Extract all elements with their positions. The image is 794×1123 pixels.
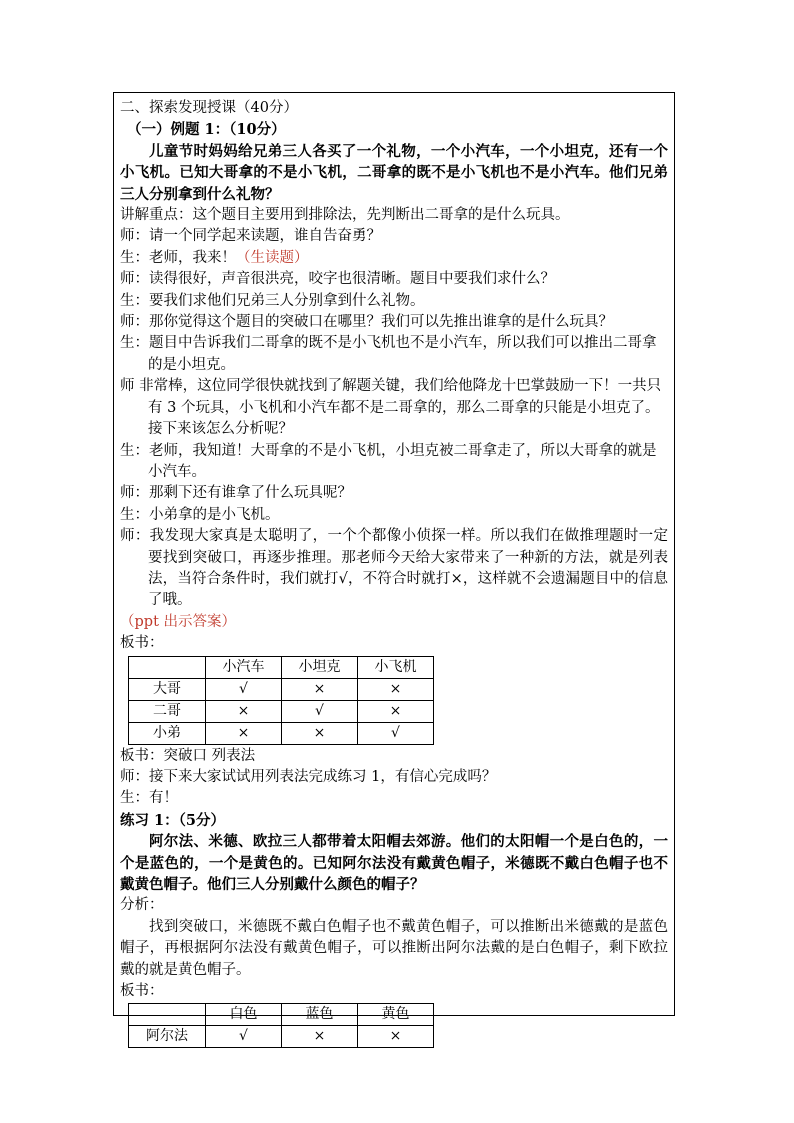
board-label: 板书： bbox=[120, 983, 164, 1000]
dialogue-line: 师：接下来大家试试用列表法完成练习 1，有信心完成吗？ bbox=[120, 768, 497, 785]
table-header-cell: 小飞机 bbox=[358, 656, 434, 678]
table-row bbox=[129, 700, 434, 722]
table-cell: √ bbox=[206, 1026, 282, 1048]
dialogue-line: 师：我发现大家真是太聪明了，一个个都像小侦探一样。所以我们在做推理题时一定要找到突破口，再逐步推理。那老师今天给大家带来了一种新的方法，就是列表法，当符合条件时，我们就打√，不符合时就打×，这样就不会遗漏题目中的信息了哦。 bbox=[120, 528, 668, 609]
table-cell: × bbox=[282, 678, 358, 700]
table-cell: 小弟 bbox=[129, 722, 206, 744]
dialogue-line: 生：有！ bbox=[120, 790, 178, 807]
dialogue-line bbox=[120, 248, 668, 269]
table-row bbox=[129, 722, 434, 744]
key-point: 讲解重点：这个题目主要用到排除法，先判断出二哥拿的是什么玩具。 bbox=[120, 207, 570, 224]
dialogue-line: 师：请一个同学起来读题，谁自告奋勇？ bbox=[120, 228, 381, 245]
table-cell: 二哥 bbox=[129, 700, 206, 722]
table-cell bbox=[129, 1004, 206, 1026]
table-cell: √ bbox=[282, 700, 358, 722]
table-row bbox=[129, 678, 434, 700]
practice-board-table bbox=[128, 1003, 434, 1048]
table-header-row bbox=[129, 656, 434, 678]
analysis-text: 找到突破口，米德既不戴白色帽子也不戴黄色帽子，可以推断出米德戴的是蓝色帽子，再根据阿尔法没有戴黄色帽子，可以推断出阿尔法戴的是白色帽子，剩下欧拉戴的就是黄色帽子。 bbox=[120, 918, 668, 978]
table-cell: × bbox=[358, 678, 434, 700]
example-heading: （一）例题 1：（10分） bbox=[127, 121, 286, 139]
board-label: 板书： bbox=[120, 635, 164, 652]
table-header-cell: 白色 bbox=[206, 1004, 282, 1026]
table-cell bbox=[129, 656, 206, 678]
table-cell: × bbox=[358, 1026, 434, 1048]
table-cell: × bbox=[206, 722, 282, 744]
table-cell: 阿尔法 bbox=[129, 1026, 206, 1048]
practice-heading: 练习 1：（5分） bbox=[120, 811, 225, 829]
practice-problem: 阿尔法、米德、欧拉三人都带着太阳帽去郊游。他们的太阳帽一个是白色的，一个是蓝色的，一个是黄色的。已知阿尔法没有戴黄色帽子，米德既不戴白色帽子也不戴黄色帽子。他们三人分别戴什么颜色的帽子？ bbox=[120, 833, 668, 893]
analysis-label: 分析： bbox=[120, 897, 164, 914]
table-header-cell: 小坦克 bbox=[282, 656, 358, 678]
dialogue-line: 师 非常棒，这位同学很快就找到了解题关键，我们给他降龙十巴掌鼓励一下！一共只有 3 个玩具，小飞机和小汽车都不是二哥拿的，那么二哥拿的只能是小坦克了。接下来该怎么分析呢？ bbox=[120, 378, 662, 438]
table-header-row bbox=[129, 1004, 434, 1026]
table-cell: × bbox=[358, 700, 434, 722]
table-header-cell: 蓝色 bbox=[282, 1004, 358, 1026]
table-header-cell: 黄色 bbox=[358, 1004, 434, 1026]
dialogue-line: 生：要我们求他们兄弟三人分别拿到什么礼物。 bbox=[120, 292, 425, 309]
table-cell: √ bbox=[358, 722, 434, 744]
dialogue-line: 生：小弟拿的是小飞机。 bbox=[120, 506, 280, 523]
dialogue-line: 师：那剩下还有谁拿了什么玩具呢？ bbox=[120, 485, 352, 502]
table-cell: 大哥 bbox=[129, 678, 206, 700]
table-header-cell: 小汽车 bbox=[206, 656, 282, 678]
table-row bbox=[129, 1026, 434, 1048]
table-cell: √ bbox=[206, 678, 282, 700]
dialogue-line: 师：那你觉得这个题目的突破口在哪里？我们可以先推出谁拿的是什么玩具？ bbox=[120, 314, 613, 331]
board-summary: 板书：突破口 列表法 bbox=[120, 747, 256, 764]
dialogue-text: 生：老师，我来！ bbox=[120, 249, 236, 266]
dialogue-line: 生：题目中告诉我们二哥拿的既不是小飞机也不是小汽车，所以我们可以推出二哥拿的是小坦克。 bbox=[120, 335, 657, 373]
table-cell: × bbox=[206, 700, 282, 722]
table-cell: × bbox=[282, 722, 358, 744]
table-cell: × bbox=[282, 1026, 358, 1048]
example-problem: 儿童节时妈妈给兄弟三人各买了一个礼物，一个小汽车，一个小坦克，还有一个小飞机。已知大哥拿的不是小飞机，二哥拿的既不是小飞机也不是小汽车。他们兄弟三人分别拿到什么礼物？ bbox=[120, 142, 668, 203]
example-board-table bbox=[128, 656, 434, 745]
ppt-note: （ppt 出示答案） bbox=[120, 613, 236, 630]
dialogue-line: 生：老师，我知道！大哥拿的不是小飞机，小坦克被二哥拿走了，所以大哥拿的就是小汽车。 bbox=[120, 442, 657, 480]
lesson-plan-frame bbox=[113, 92, 675, 1045]
section-title: 二、探索发现授课（40分） bbox=[120, 100, 298, 116]
dialogue-line: 师：读得很好，声音很洪亮，咬字也很清晰。题目中要我们求什么？ bbox=[120, 271, 555, 288]
student-reads-note: （生读题） bbox=[236, 249, 309, 266]
